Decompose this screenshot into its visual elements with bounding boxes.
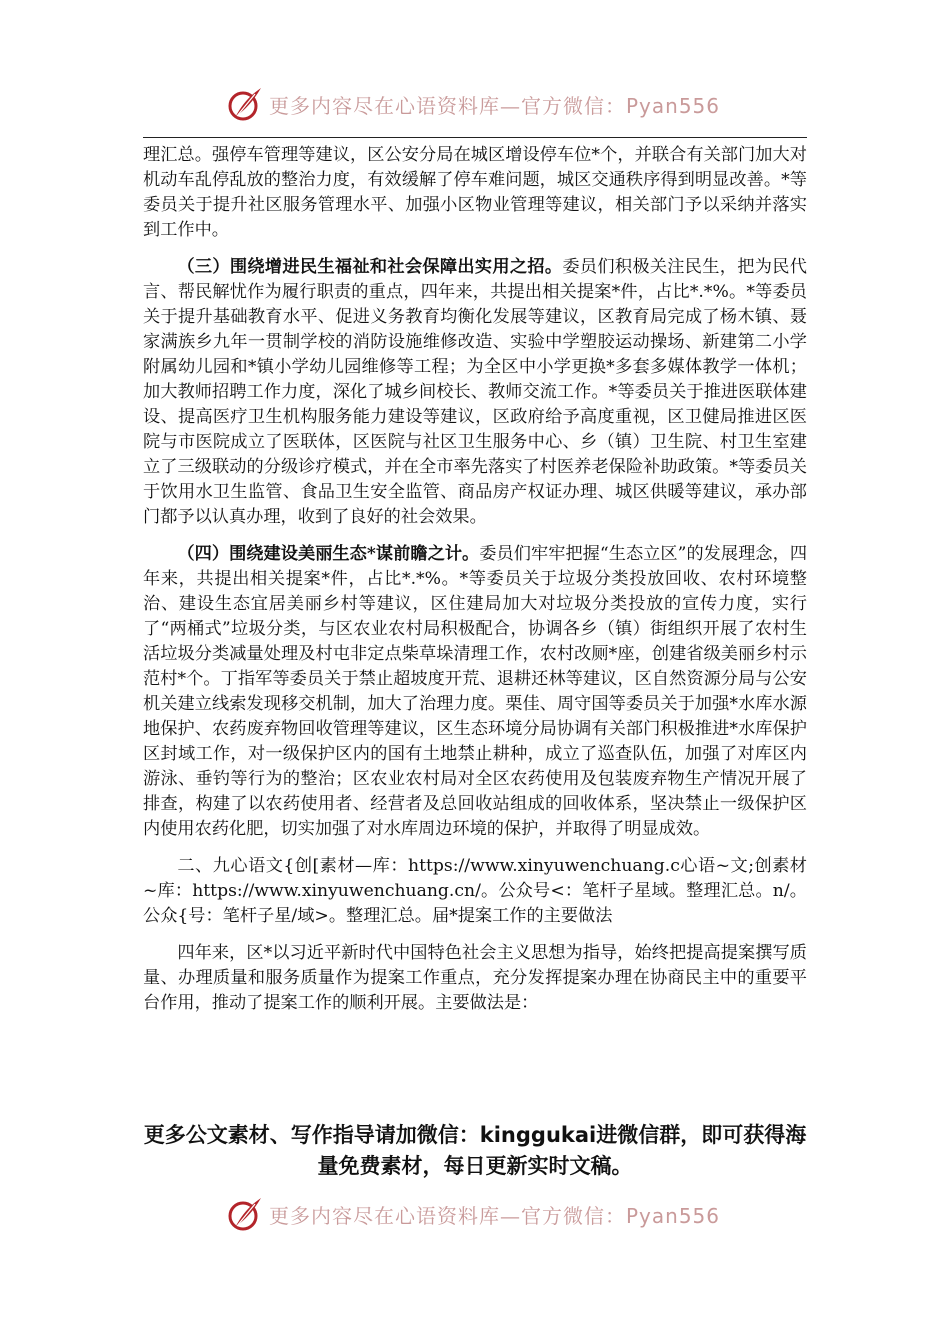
paragraph-3: （四）围绕建设美丽生态*谋前瞻之计。委员们牢牢把握“生态立区”的发展理念，四年来，共提出相关提案*件，占比*.*%。*等委员关于垃圾分类投放回收、农村环境整治、建设生态宜居美丽乡村等建议，区住建局加大对垃圾分类投放的宣传力度，实行了“两桶式”垃圾分类，与区农业农村局积极配合，协调各乡（镇）街组织开展了农村生活垃圾分类减量处理及村屯非定点柴草垛清理工作，农村改厕*座，创建省级美丽乡村示范村*个。丁指军等委员关于禁止超坡度开荒、退耕还林等建议，区自然资源分局与公安机关建立线索发现移交机制，加大了治理力度。栗佳、周守国等委员关于加强*水库水源地保护、农药废弃物回收管理等建议，区生态环境分局协调有关部门积极推进*水库保护区封域工作，对一级保护区内的国有土地禁止耕种，成立了巡查队伍，加强了对库区内游泳、垂钓等行为的整治；区农业农村局对全区农药使用及包装废弃物生产情况开展了排查，构建了以农药使用者、经营者及总回收站组成的回收体系，坚决禁止一级保护区内使用农药化肥，切实加强了对水库周边环境的保护，并取得了明显成效。: [143, 544, 808, 839]
paragraph-2: （三）围绕增进民生福祉和社会保障出实用之招。委员们积极关注民生，把为民代言、帮民解忧作为履行职责的重点，四年来，共提出相关提案*件，占比*.*%。*等委员关于提升基础教育水平、促进义务教育均衡化发展等建议，区教育局完成了杨木镇、聂家满族乡九年一贯制学校的消防设施维修改造、实验中学塑胶运动操场、新建第二小学附属幼儿园和*镇小学幼儿园维修等工程；为全区中小学更换*多套多媒体教学一体机；加大教师招聘工作力度，深化了城乡间校长、教师交流工作。*等委员关于推进医联体建设、提高医疗卫生机构服务能力建设等建议，区政府给予高度重视，区卫健局推进区医院与市医院成立了医联体，区医院与社区卫生服务中心、乡（镇）卫生院、村卫生室建立了三级联动的分级诊疗模式，并在全市率先落实了村医养老保险补助政策。*等委员关于饮用水卫生监管、食品卫生安全监管、商品房产权证办理、城区供暖等建议，承办部门都予以认真办理，收到了良好的社会效果。: [143, 257, 807, 527]
banner-text: 更多内容尽在心语资料库—官方微信：Pyan556: [269, 93, 721, 118]
banner-wechat-id: Pyan556: [626, 1203, 721, 1228]
banner-text: 更多内容尽在心语资料库—官方微信：Pyan556: [269, 1203, 721, 1228]
section-heading-4: （四）围绕建设美丽生态*谋前瞻之计。: [177, 544, 480, 564]
section-heading-3: （三）围绕增进民生福祉和社会保障出实用之招。: [177, 257, 563, 277]
footer-promo-note: 更多公文素材、写作指导请加微信：kinggukai进微信群，即可获得海量免费素材，每日更新实时文稿。: [143, 1123, 807, 1178]
paragraph-4: 二、九心语文{创[素材—库：https://www.xinyuwenchuang.c心语~文;创素材~库：https://www.xinyuwenchuang.cn/。公众号<：笔杆子星域。整理汇总。n/。公众{号：笔杆子星/域>。整理汇总。届*提案工作的主要做法: [143, 856, 807, 926]
header-banner: [225, 82, 745, 126]
document-body: [143, 143, 807, 1016]
feather-quill-logo-icon: [225, 1194, 265, 1234]
header-divider: [143, 137, 807, 138]
feather-quill-logo-icon: [225, 84, 265, 124]
footer-banner: [225, 1192, 745, 1236]
banner-wechat-id: Pyan556: [626, 93, 721, 118]
paragraph-1: 理汇总。强停车管理等建议，区公安分局在城区增设停车位*个，并联合有关部门加大对机动车乱停乱放的整治力度，有效缓解了停车难问题，城区交通秩序得到明显改善。*等委员关于提升社区服务管理水平、加强小区物业管理等建议，相关部门予以采纳并落实到工作中。: [143, 145, 807, 240]
paragraph-5: 四年来，区*以习近平新时代中国特色社会主义思想为指导，始终把提高提案撰写质量、办理质量和服务质量作为提案工作重点，充分发挥提案办理在协商民主中的重要平台作用，推动了提案工作的顺利开展。主要做法是：: [143, 943, 807, 1013]
